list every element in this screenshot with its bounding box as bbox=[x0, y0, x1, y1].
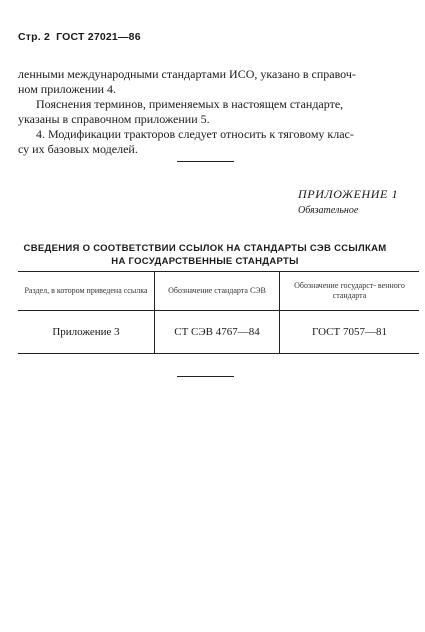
page-number: Стр. 2 bbox=[18, 31, 51, 43]
standard-number: ГОСТ 27021—86 bbox=[56, 31, 141, 43]
text-line: ном приложении 4. bbox=[18, 82, 117, 96]
text-line: су их базовых моделей. bbox=[18, 142, 138, 156]
text-line: 4. Модификации тракторов следует относить к тяговому клас- bbox=[36, 127, 354, 141]
table-header-row bbox=[18, 272, 419, 311]
column-header-section: Раздел, в котором приведена ссылка bbox=[18, 272, 155, 311]
text-line: Пояснения терминов, применяемых в настоящем стандарте, bbox=[36, 97, 344, 111]
appendix-status: Обязательное bbox=[298, 205, 359, 216]
table-row bbox=[18, 311, 419, 354]
section-divider bbox=[177, 161, 234, 162]
appendix-title: ПРИЛОЖЕНИЕ 1 bbox=[298, 187, 399, 201]
table-title-line: НА ГОСУДАРСТВЕННЫЕ СТАНДАРТЫ bbox=[111, 255, 299, 267]
text-line: указаны в справочном приложении 5. bbox=[18, 112, 210, 126]
table-cell: Приложение 3 bbox=[18, 311, 155, 354]
table-title-line: СВЕДЕНИЯ О СООТВЕТСТВИИ ССЫЛОК НА СТАНДАРТЫ СЭВ ССЫЛКАМ bbox=[23, 243, 387, 254]
table-cell: СТ СЭВ 4767—84 bbox=[155, 311, 280, 354]
text-line: ленными международными стандартами ИСО, указано в справоч- bbox=[18, 67, 356, 81]
reference-table bbox=[18, 271, 419, 354]
column-header-sev-standard: Обозначение стандарта СЭВ bbox=[155, 272, 280, 311]
table-title bbox=[20, 243, 390, 268]
body-text bbox=[18, 67, 391, 157]
table-cell: ГОСТ 7057—81 bbox=[280, 311, 420, 354]
end-divider bbox=[177, 376, 234, 377]
page-header bbox=[18, 31, 141, 43]
column-header-state-standard: Обозначение государст- венного стандарта bbox=[280, 272, 420, 311]
